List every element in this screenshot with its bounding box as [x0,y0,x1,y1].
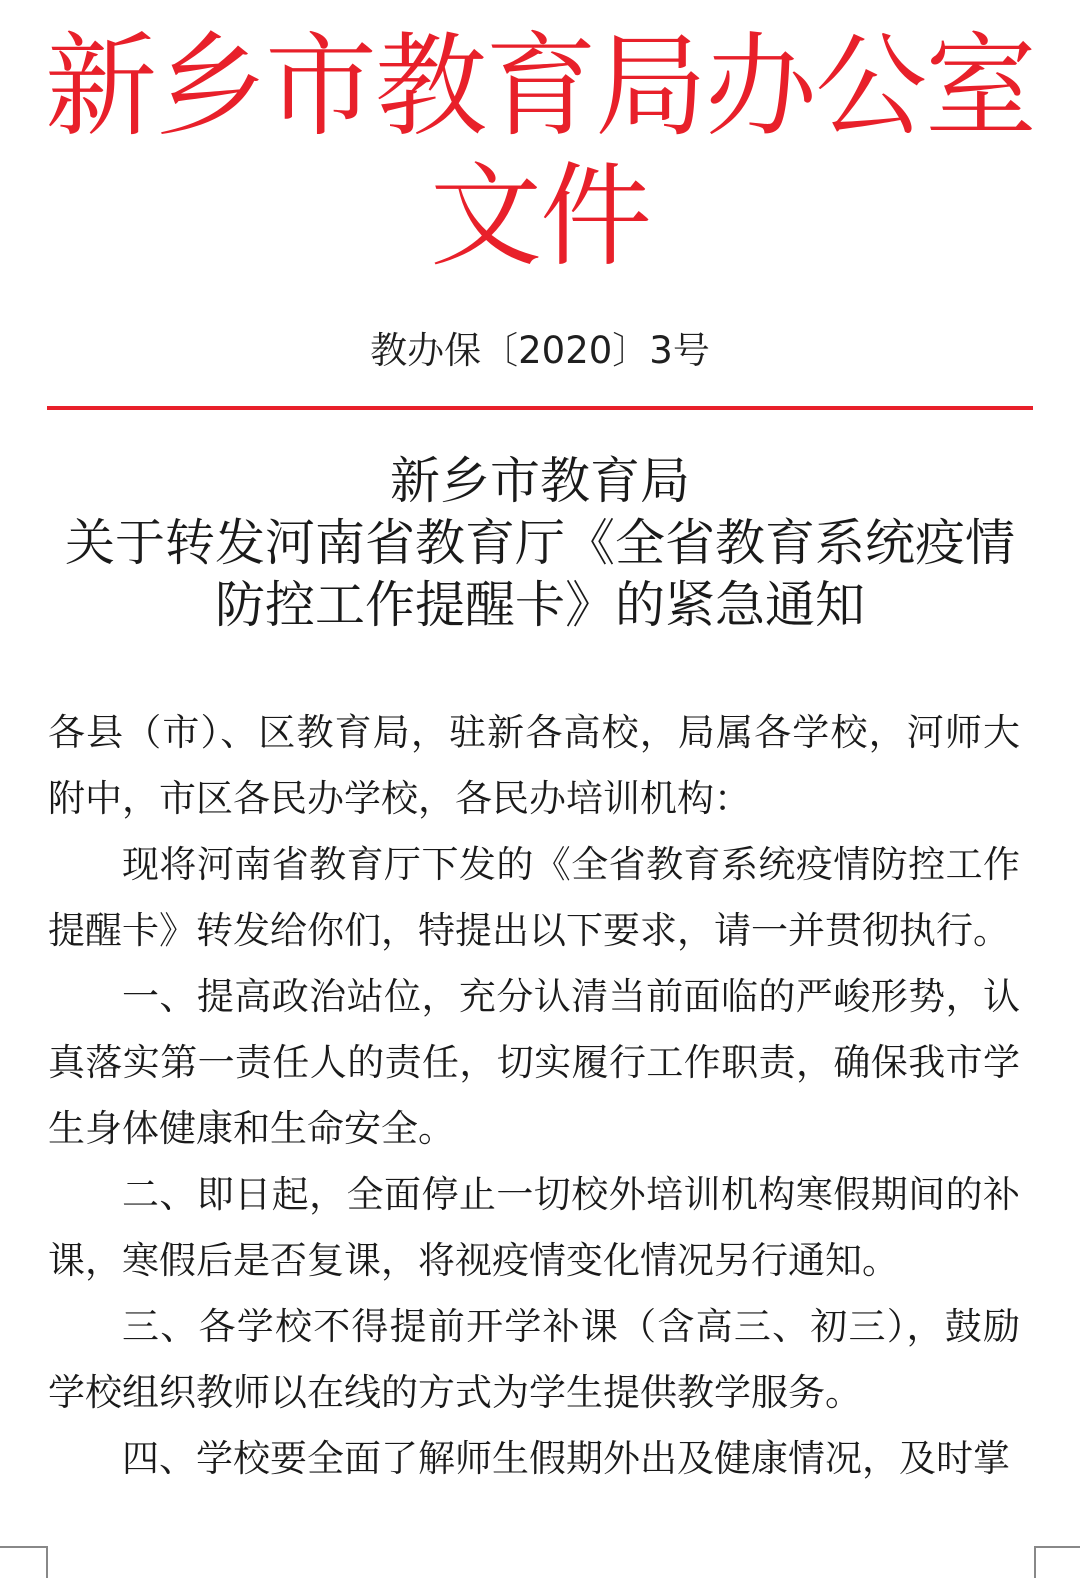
letterhead-title: 新乡市教育局办公室文件 [45,22,1035,282]
paragraph-item-2: 二、即日起，全面停止一切校外培训机构寒假期间的补课，寒假后是否复课，将视疫情变化情况另行通知。 [48,1173,1020,1282]
document-number: 教办保〔2020〕3号 [370,329,710,372]
paragraph-item-1: 一、提高政治站位，充分认清当前面临的严峻形势，认真落实第一责任人的责任，切实履行工作职责，确保我市学生身体健康和生命安全。 [48,975,1020,1150]
page-corner-mark-right [1034,1546,1080,1578]
paragraph-intro: 现将河南省教育厅下发的《全省教育系统疫情防控工作提醒卡》转发给你们，特提出以下要求，请一并贯彻执行。 [48,843,1020,952]
addressee: 各县（市）、区教育局，驻新各高校，局属各学校，河师大附中，市区各民办学校，各民办培训机构： [48,711,1020,820]
page-corner-mark-left [0,1546,48,1578]
notice-title-line-1: 新乡市教育局 [390,452,690,510]
red-divider-line [47,406,1033,410]
paragraph-item-3: 三、各学校不得提前开学补课（含高三、初三），鼓励学校组织教师以在线的方式为学生提供教学服务。 [48,1305,1020,1414]
notice-title-line-3: 防控工作提醒卡》的紧急通知 [215,576,865,634]
notice-title-line-2: 关于转发河南省教育厅《全省教育系统疫情 [65,514,1015,572]
notice-body [48,700,1020,1492]
paragraph-item-4: 四、学校要全面了解师生假期外出及健康情况，及时掌 [122,1437,1010,1480]
